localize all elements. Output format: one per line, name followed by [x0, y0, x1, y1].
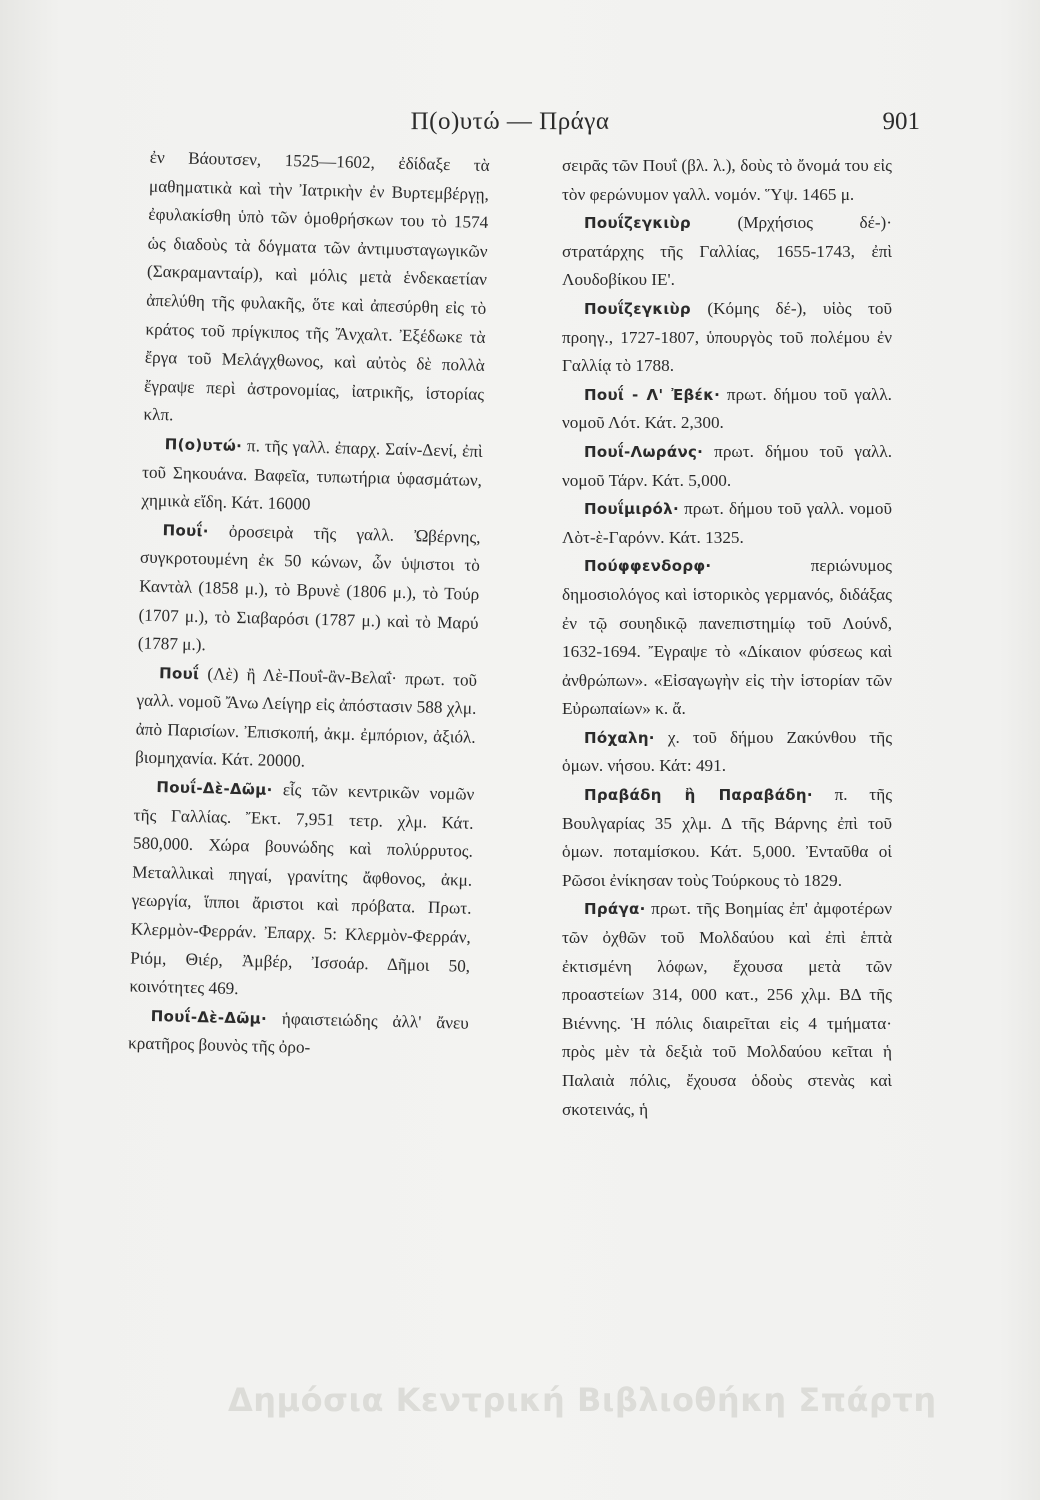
entry-text: π. τῆς Βουλγαρίας 35 χλμ. Δ τῆς Βάρνης ἐπὶ τοῦ ὁμων. ποταμίσκου. Κάτ. 5,000. Ἐνταῦθα οἱ Ρῶσοι ἐνίκησαν τοὺς Τούρκους τὸ 1829.: [562, 785, 892, 890]
entry-left-4: [129, 773, 474, 1010]
entry-left-2: [138, 515, 481, 666]
entry-right-6: [562, 552, 892, 724]
headword: Πούφφενδορφ·: [584, 557, 712, 576]
entry-right-0: [562, 152, 892, 209]
entry-text: ἡφαιστειώδης ἀλλ' ἄνευ κρατῆρος βουνὸς τῆς ὀρο-: [127, 1008, 469, 1058]
entry-right-3: [562, 381, 892, 438]
entry-text: ὀροσειρὰ τῆς γαλλ. Ὠβέρνης, συγκροτουμένη ἐκ 50 κώνων, ὧν ὑψιστοι τὸ Καντὰλ (1858 μ.), τὸ Βρυνὲ (1806 μ.), τὸ Τούρ (1707 μ.), τὸ Σιαβαρόσι (1787 μ.) καὶ τὸ Μαρύ (1787 μ.).: [137, 520, 481, 655]
entry-text: πρωτ. δήμου τοῦ γαλλ. νομοῦ Τάρν. Κάτ. 5,000.: [562, 441, 892, 490]
headword: Πουΐ-Λωράνς·: [584, 442, 704, 461]
entry-left-3: [135, 658, 478, 781]
headword: Πουΐζεγκιὺρ: [584, 214, 691, 233]
entry-right-7: [562, 724, 892, 781]
entry-text: περιώνυμος δημοσιολόγος καὶ ἱστορικὸς γερμανός, διδάξας ἐν τῷ σουηδικῷ πανεπιστημίῳ τοῦ Λούνδ, 1632-1694. Ἔγραψε τὸ «Δίκαιον φύσεως καὶ ἀνθρώπων». «Εἰσαγωγὴν εἰς τὴν ἱστορίαν τῶν Εὐρωπαίων» κ. ἄ.: [562, 556, 892, 719]
entry-left-1: [141, 430, 483, 524]
headword: Πουΐ-Δὲ-Δῶμ·: [150, 1006, 268, 1028]
entry-right-8: [562, 781, 892, 895]
running-head: [0, 108, 1040, 148]
headword: Πουΐ: [158, 663, 200, 683]
entry-right-4: [562, 438, 892, 495]
entry-right-1: [562, 209, 892, 295]
entry-text: ἐν Βάουτσεν, 1525—1602, ἐδίδαξε τὰ μαθηματικὰ καὶ τὴν Ἰατρικὴν ἐν Βυρτεμβέργῃ, ἐφυλακίσθη ὑπὸ τῶν ὁμοθρήσκων του τὸ 1574 ὡς διαδοὺς τὰ δόγματα τῶν ἀντιμυσταγωγικῶν (Σακραμανταίρ), καὶ μόλις μετὰ ἑνδεκαετίαν ἀπελύθη τῆς φυλακῆς, ὅτε καὶ ἀπεσύρθη εἰς τὸ κράτος τοῦ πρίγκιπος τῆς Ἄνχαλτ. Ἐξέδωκε τὰ ἔργα τοῦ Μελάγχθωνος, καὶ αὐτὸς δὲ πολλὰ ἔγραψε περὶ ἀστρονομίας, ἰατρικῆς, ἱστορίας κλπ.: [143, 147, 490, 425]
entry-text: πρωτ. τῆς Βοημίας ἐπ' ἀμφοτέρων τῶν ὀχθῶν τοῦ Μολδαύου καὶ ἐπὶ ἑπτὰ ἐκτισμένη λόφων, ἔχουσα μετὰ τῶν προαστείων 314, 000 κατ., 256 χλμ. ΒΔ τῆς Βιέννης. Ἡ πόλις διαιρεῖται εἰς 4 τμήματα· πρὸς μὲν τὰ δεξιὰ τοῦ Μολδαύου κεῖται ἡ Παλαιὰ πόλις, ἔχουσα ὁδοὺς στενὰς καὶ σκοτεινάς, ἡ: [562, 899, 892, 1119]
library-watermark: Δημόσια Κεντρική Βιβλιοθήκη Σπάρτη: [228, 1381, 937, 1419]
entry-right-9: [562, 895, 892, 1124]
entry-text: (Κόμης δέ-), υἱὸς τοῦ προηγ., 1727-1807, ὑπουργὸς τοῦ πολέμου ἐν Γαλλίᾳ τὸ 1788.: [562, 298, 892, 376]
right-column: [562, 152, 892, 1462]
running-title: Π(ο)υτώ — Πράγα: [410, 108, 610, 135]
entry-text: σειρᾶς τῶν Πουΐ (βλ. λ.), δοὺς τὸ ὄνομά του εἰς τὸν φερώνυμον γαλλ. νομόν. Ὕψ. 1465 μ.: [562, 156, 892, 204]
entry-text: (Λὲ) ἢ Λὲ-Πουΐ-ἂν-Βελαΐ· πρωτ. τοῦ γαλλ. νομοῦ Ἄνω Λείγηρ εἰς ἀπόστασιν 588 χλμ. ἀπὸ Παρισίων. Ἐπισκοπή, ἀκμ. ἐμπόριον, ἀξιόλ. βιομηχανία. Κάτ. 20000.: [134, 663, 478, 772]
entry-text: (Μρχήσιος δέ-)· στρατάρχης τῆς Γαλλίας, 1655-1743, ἐπὶ Λουδοβίκου ΙΕ'.: [562, 213, 892, 290]
headword: Πουΐ-Δὲ-Δῶμ·: [156, 778, 273, 799]
left-column: [118, 144, 490, 1462]
entry-text: π. τῆς γαλλ. ἐπαρχ. Σαίν-Δενί, ἐπὶ τοῦ Σηκουάνα. Βαφεῖα, τυπωτήρια ὑφασμάτων, χημικὰ εἴδη. Κάτ. 16000: [141, 435, 483, 514]
headword: Π(ο)υτώ·: [164, 435, 243, 455]
entry-text: πρωτ. δήμου τοῦ γαλλ. νομοῦ Λότ. Κάτ. 2,300.: [562, 384, 892, 433]
entry-left-0: [143, 144, 490, 438]
entry-right-2: [562, 295, 892, 381]
page-number: 901: [882, 108, 920, 135]
headword: Πόχαλη·: [584, 728, 655, 747]
headword: Πράγα·: [584, 900, 646, 919]
entry-right-5: [562, 495, 892, 552]
headword: Πουΐ - Λ' Ἐβέκ·: [584, 385, 721, 404]
headword: Πουΐ·: [162, 520, 209, 540]
headword: Πραβάδη ἢ Παραβάδη·: [584, 786, 813, 805]
headword: Πουΐμιρόλ·: [584, 500, 679, 519]
entry-text: εἷς τῶν κεντρικῶν νομῶν τῆς Γαλλίας. Ἔκτ. 7,951 τετρ. χλμ. Κάτ. 580,000. Χώρα βουνώδης καὶ πολύρρυτος. Μεταλλικαὶ πηγαί, γρανίτης ἄφθονος, ἀκμ. γεωργία, ἵπποι ἄριστοι καὶ πρόβατα. Πρωτ. Κλερμὸν-Φερράν. Ἐπαρχ. 5: Κλερμὸν-Φερράν, Ριόμ, Θιέρ, Ἀμβέρ, Ἰσσοάρ. Δῆμοι 50, κοινότητες 469.: [129, 779, 475, 999]
entry-text: χ. τοῦ δήμου Ζακύνθου τῆς ὁμων. νήσου. Κάτ: 491.: [562, 727, 892, 776]
entry-text: πρωτ. δήμου τοῦ γαλλ. νομοῦ Λὸτ-ὲ-Γαρόνν. Κάτ. 1325.: [562, 499, 892, 547]
headword: Πουΐζεγκιὺρ: [584, 299, 691, 318]
entry-left-5: [128, 1001, 469, 1066]
